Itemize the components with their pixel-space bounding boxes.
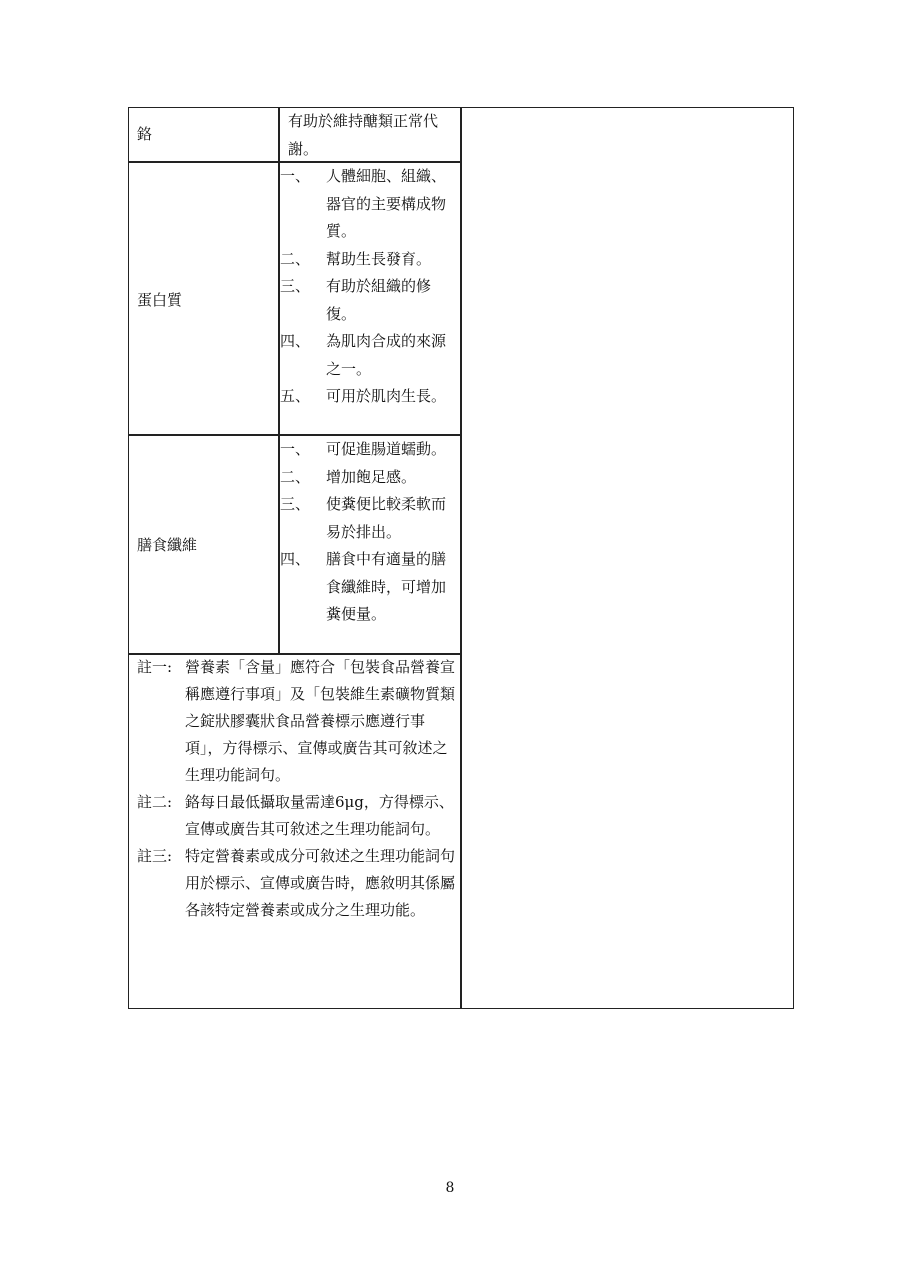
note-marker: 註二: xyxy=(137,793,173,811)
list-item-text: 膳食中有適量的膳食纖維時，可增加糞便量。 xyxy=(326,550,447,623)
note-marker: 註一: xyxy=(137,658,173,676)
list-item-text: 有助於組織的修復。 xyxy=(326,277,432,323)
list-marker: 三、 xyxy=(280,277,311,295)
page-number: 8 xyxy=(445,1180,455,1196)
list-item-text: 使糞便比較柔軟而易於排出。 xyxy=(326,495,447,541)
list-marker: 三、 xyxy=(280,495,311,513)
list-item-text: 可用於肌肉生長。 xyxy=(326,387,447,405)
list-item xyxy=(280,383,454,411)
list-marker: 五、 xyxy=(280,387,311,405)
row-description xyxy=(284,108,454,163)
list-marker: 二、 xyxy=(280,467,311,486)
row-name: 蛋白質 xyxy=(137,291,183,309)
column-divider-right xyxy=(460,107,462,1009)
note-item xyxy=(137,654,455,789)
row-name: 鉻 xyxy=(137,125,153,143)
list-item xyxy=(280,273,454,328)
note-marker: 註三: xyxy=(137,847,173,865)
list-item xyxy=(280,464,454,492)
table-notes xyxy=(137,654,455,924)
list-item-text: 可促進腸道蠕動。 xyxy=(326,440,447,458)
note-text: 營養素「含量」應符合「包裝食品營養宣稱應遵行事項」及「包裝維生素礦物質類之錠狀膠囊狀食品營養標示應遵行事項」，方得標示、宣傳或廣告其可敘述之生理功能詞句。 xyxy=(185,658,456,784)
note-item xyxy=(137,789,455,843)
note-text: 鉻每日最低攝取量需達6μg，方得標示、宣傳或廣告其可敘述之生理功能詞句。 xyxy=(185,793,454,838)
row-description-list xyxy=(280,436,454,629)
list-item xyxy=(280,246,454,274)
list-item-text: 幫助生長發育。 xyxy=(326,249,432,268)
list-item-text: 增加飽足感。 xyxy=(326,467,417,486)
list-item xyxy=(280,546,454,629)
list-item xyxy=(280,163,454,246)
list-item xyxy=(280,491,454,546)
note-item xyxy=(137,843,455,924)
list-item xyxy=(280,328,454,383)
list-marker: 一、 xyxy=(280,167,311,185)
list-item-text: 為肌肉合成的來源之一。 xyxy=(326,332,447,378)
row-description-list xyxy=(280,163,454,411)
note-text: 特定營養素或成分可敘述之生理功能詞句用於標示、宣傳或廣告時，應敘明其係屬各該特定營養素或成分之生理功能。 xyxy=(185,847,456,919)
description-text: 有助於維持醣類正常代謝。 xyxy=(288,112,439,158)
list-marker: 二、 xyxy=(280,249,311,268)
list-item-text: 人體細胞、組織、器官的主要構成物質。 xyxy=(326,167,447,240)
list-item xyxy=(280,436,454,464)
list-marker: 四、 xyxy=(280,550,311,568)
row-name: 膳食纖維 xyxy=(137,536,198,554)
list-marker: 一、 xyxy=(280,440,311,458)
list-marker: 四、 xyxy=(280,332,311,350)
